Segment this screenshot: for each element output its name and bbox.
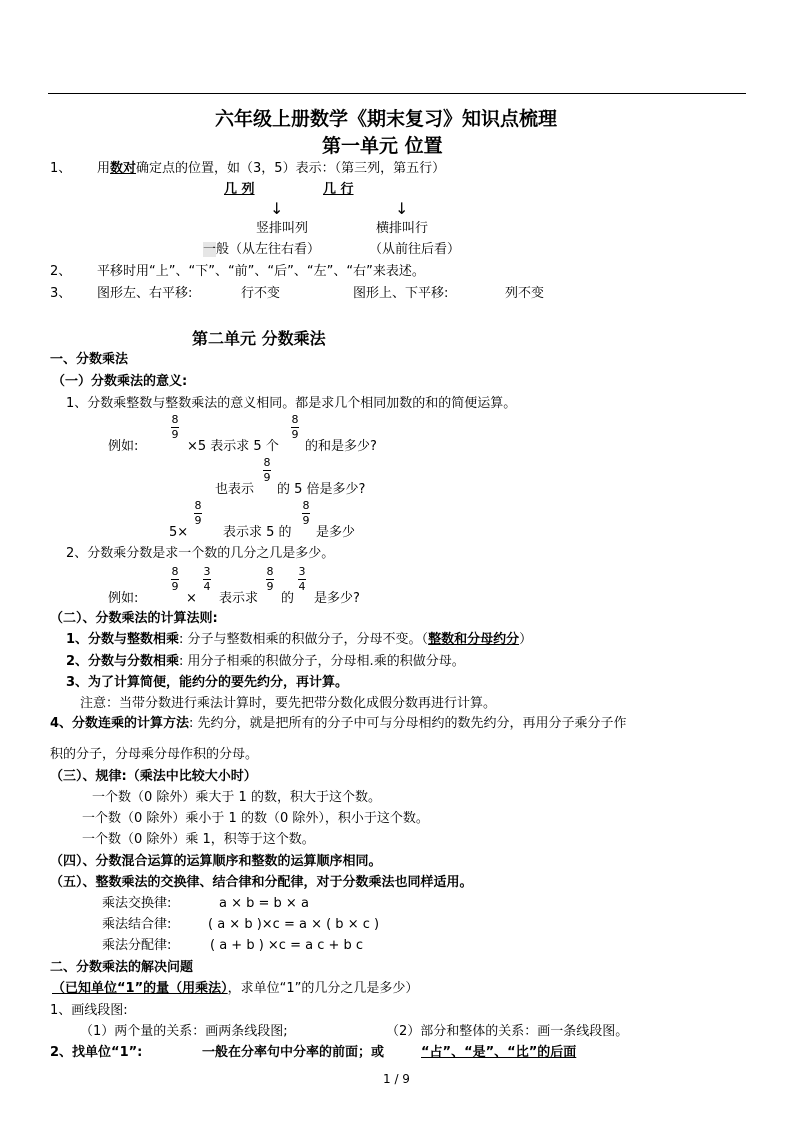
example-text: 5×: [169, 525, 189, 540]
item-number: 2、: [50, 264, 72, 279]
item-number: 3、: [50, 286, 72, 301]
rule-3: 3、为了计算简便，能约分的要先约分，再计算。: [66, 675, 349, 690]
row-note: （从前往后看）: [369, 242, 461, 257]
fraction-8-9: 8 9: [171, 565, 179, 593]
law-formula: ( a × b )×c = a × ( b × c ): [208, 917, 380, 932]
find-unit-end: “占”、“是”、“比”的后面: [421, 1045, 577, 1060]
item3-text-c: 图形上、下平移:: [353, 286, 449, 301]
diagram-step: 1、画线段图:: [50, 1003, 128, 1018]
diagram-option: （1）两个量的关系：画两条线段图;: [80, 1024, 288, 1039]
item2-text: 平移时用“上”、“下”、“前”、“后”、“左”、“右”来表述。: [97, 264, 425, 279]
item1-line: 用数对确定点的位置，如（3，5）表示：（第三列，第五行）: [97, 161, 446, 176]
known-unit-line: （已知单位“1”的量（用乘法），求单位“1”的几分之几是多少）: [52, 981, 419, 996]
item3-text-b: 行不变: [241, 286, 281, 301]
rule-1: 1、分数与整数相乘: 分子与整数相乘的积做分子，分母不变。（整数和分母约分）: [66, 632, 533, 647]
law-label: 乘法结合律:: [102, 917, 172, 932]
example-text: 的: [281, 591, 295, 606]
example-text: 表示求 5 的: [223, 525, 292, 540]
law-formula: ( a + b ) ×c = a c + b c: [210, 938, 364, 953]
rule-2: 2、分数与分数相乘: 用分子相乘的积做分子，分母相.乘的积做分母。: [66, 654, 465, 669]
law-line: 一个数（0 除外）乘小于 1 的数（0 除外），积小于这个数。: [82, 811, 429, 826]
item3-text-d: 列不变: [505, 286, 545, 301]
top-rule: [48, 93, 746, 94]
law-label: 乘法交换律:: [102, 896, 172, 911]
section-heading: 二、分数乘法的解决问题: [50, 960, 194, 975]
document-title: 六年级上册数学《期末复习》知识点梳理: [215, 108, 558, 130]
find-unit-mid: 一般在分率句中分率的前面；或: [202, 1045, 385, 1060]
column-note: 一般（从左往右看）: [203, 242, 321, 257]
page-number: 1 / 9: [383, 1072, 410, 1086]
fraction-8-9: 8 9: [302, 499, 310, 527]
example-text: 的和是多少?: [305, 439, 377, 454]
unit2-heading: 第二单元 分数乘法: [192, 329, 326, 348]
fraction-8-9: 8 9: [263, 456, 271, 484]
example-text: 表示求: [219, 591, 259, 606]
subsection-heading: （三）、规律:（乘法中比较大小时）: [50, 769, 257, 784]
rule-4-continued: 积的分子，分母乘分母作积的分母。: [50, 747, 259, 762]
example-text: ×5 表示求 5 个: [187, 439, 279, 454]
column-desc: 竖排叫列: [256, 221, 309, 236]
paragraph: 2、分数乘分数是求一个数的几分之几是多少。: [66, 546, 335, 561]
law-label: 乘法分配律:: [102, 938, 172, 953]
example-text: 是多少?: [314, 591, 360, 606]
fraction-8-9: 8 9: [194, 499, 202, 527]
note: 注意：当带分数进行乘法计算时，要先把带分数化成假分数再进行计算。: [80, 696, 497, 711]
down-arrow-icon: ↓: [270, 199, 284, 218]
unit1-heading: 第一单元 位置: [322, 135, 443, 157]
rule-4: 4、分数连乘的计算方法: 先约分，就是把所有的分子中可与分母相约的数先约分，再用分子乘分子作: [50, 716, 627, 731]
item-number: 1、: [50, 161, 72, 176]
example-label: 例如:: [108, 591, 139, 606]
example-text: 的 5 倍是多少?: [277, 482, 366, 497]
column-label: 几 列: [224, 182, 255, 197]
law-formula: a × b = b × a: [219, 896, 309, 911]
fraction-8-9: 8 9: [291, 413, 299, 441]
keyword-shudui: 数对: [110, 161, 137, 176]
item3-text-a: 图形左、右平移:: [97, 286, 193, 301]
down-arrow-icon: ↓: [395, 199, 409, 218]
times-sign: ×: [186, 591, 197, 606]
row-desc: 横排叫行: [376, 221, 429, 236]
fraction-3-4: 3 4: [203, 565, 211, 593]
subsection-heading: （五）、整数乘法的交换律、结合律和分配律，对于分数乘法也同样适用。: [50, 875, 473, 890]
paragraph: 1、分数乘整数与整数乘法的意义相同。都是求几个相同加数的和的简便运算。: [66, 396, 517, 411]
fraction-8-9: 8 9: [171, 413, 179, 441]
section-heading: 一、分数乘法: [50, 352, 129, 367]
law-line: 一个数（0 除外）乘 1，积等于这个数。: [82, 832, 315, 847]
example-text: 是多少: [316, 525, 356, 540]
fraction-8-9: 8 9: [266, 565, 274, 593]
subsection-heading: （四）、分数混合运算的运算顺序和整数的运算顺序相同。: [50, 854, 382, 869]
example-text: 也表示: [215, 482, 255, 497]
find-unit-line: 2、找单位“1”:: [50, 1045, 143, 1060]
law-line: 一个数（0 除外）乘大于 1 的数，积大于这个数。: [92, 790, 381, 805]
row-label: 几 行: [323, 182, 354, 197]
example-label: 例如:: [108, 439, 139, 454]
subsection-heading: （二）、分数乘法的计算法则:: [50, 611, 218, 626]
diagram-option: （2）部分和整体的关系：画一条线段图。: [386, 1024, 629, 1039]
subsection-heading: （一）分数乘法的意义:: [52, 374, 188, 389]
fraction-3-4: 3 4: [298, 565, 306, 593]
